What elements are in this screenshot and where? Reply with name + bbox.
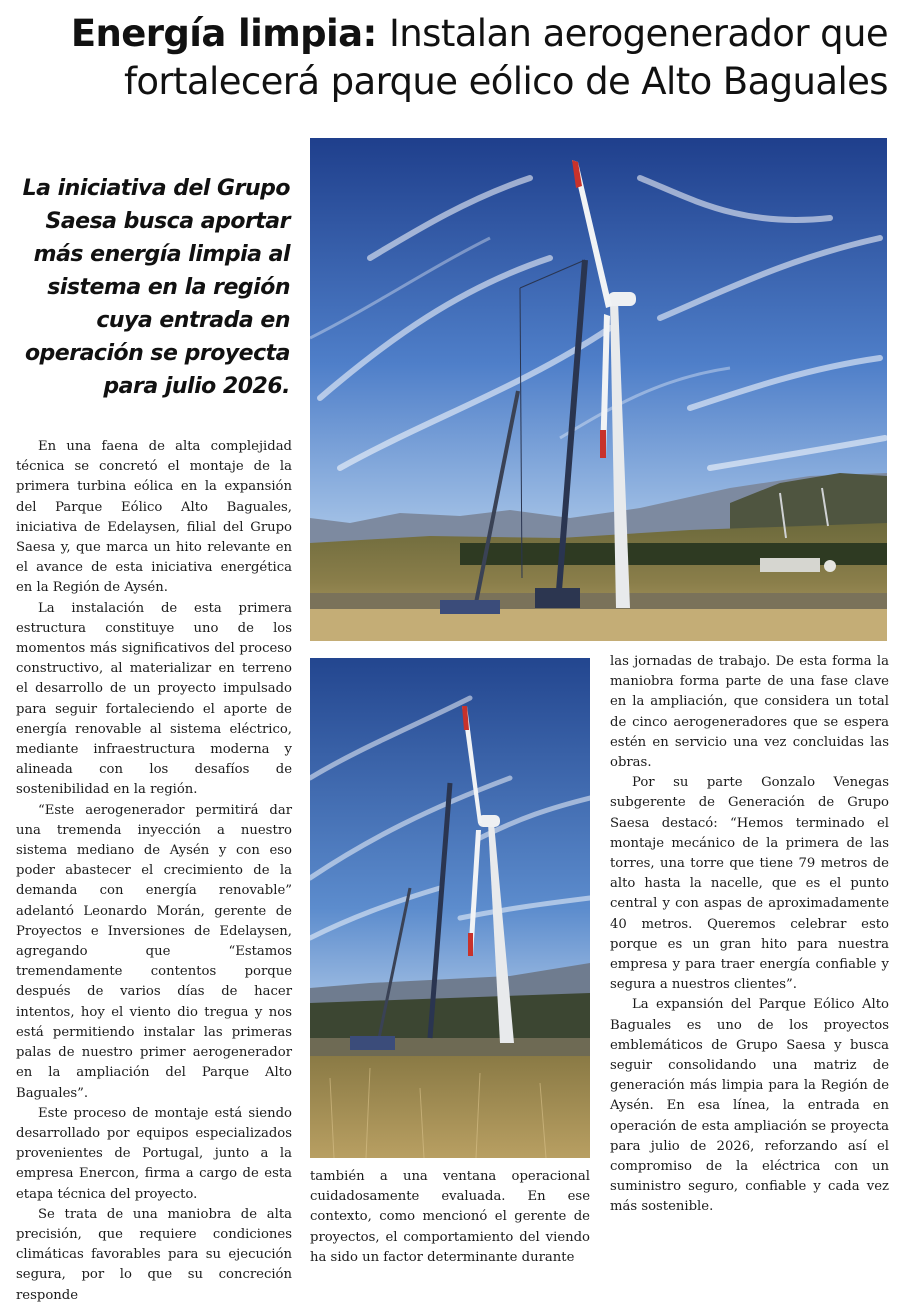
article-column-2 — [310, 1167, 590, 1268]
headline-title: Instalan aerogenerador que fortalecerá parque eólico de Alto Baguales — [123, 12, 888, 103]
article-column-3 — [610, 652, 889, 1218]
headline-kicker: Energía limpia: — [70, 12, 377, 55]
turbine-wide-image — [310, 138, 887, 641]
paragraph: Este proceso de montaje está siendo desarrollado por equipos especializados provenientes de Portugal, junto a la empresa Enercon, firma a cargo de esta etapa técnica del proyecto. — [16, 1105, 292, 1202]
paragraph: las jornadas de trabajo. De esta forma la maniobra forma parte de una fase clave en la ampliación, que considera un total de cinco aerogeneradores que se espera estén en servicio una vez concluidas las obras. — [610, 654, 889, 771]
paragraph: En una faena de alta complejidad técnica se concretó el montaje de la primera turbina eólica en la expansión del Parque Eólico Alto Baguales, iniciativa de Edelaysen, filial del Grupo Saesa y, que marca un hito relevante en el avance de esta iniciativa energética en la Región de Aysén. — [16, 439, 292, 596]
paragraph: La instalación de esta primera estructura constituye uno de los momentos más significativos del proceso constructivo, al materializar en terreno el desarrollo de un proyecto impulsado para seguir fortaleciendo el aporte de energía renovable al sistema eléctrico, mediante infraestructura moderna y alineada con los desafíos de sostenibilidad en la región. — [16, 600, 292, 798]
headline — [18, 10, 888, 106]
lead-paragraph: La iniciativa del Grupo Saesa busca aportar más energía limpia al sistema en la región cuya entrada en operación se proyecta para julio 2026. — [22, 176, 290, 399]
article-column-1 — [16, 437, 292, 1306]
paragraph: Por su parte Gonzalo Venegas subgerente de Generación de Grupo Saesa destacó: “Hemos terminado el montaje mecánico de la primera de las torres, una torre que tiene 79 metros de alto hasta la nacelle, que es el punto central y con aspas de aproximadamente 40 metros. Queremos celebrar esto porque es un gran hito para nuestra empresa y para traer energía confiable y segura a nuestros clientes”. — [610, 775, 889, 993]
paragraph: también a una ventana operacional cuidadosamente evaluada. En ese contexto, como mencionó el gerente de proyectos, el comportamiento del viendo ha sido un factor determinante durante — [310, 1169, 590, 1265]
turbine-portrait-image — [310, 658, 590, 1158]
photo-turbine-portrait — [310, 658, 590, 1158]
paragraph: “Este aerogenerador permitirá dar una tremenda inyección a nuestro sistema mediano de Aysén y con eso poder abastecer el crecimiento de la demanda con energía renovable” adelantó Leonardo Morán, gerente de Proyectos e Inversiones de Edelaysen, agregando que “Estamos tremendamente contentos porque después de varios días de hacer intentos, hoy el viento dio tregua y nos está permitiendo instalar las primeras palas de nuestro primer aerogenerador en la ampliación del Parque Alto Baguales”. — [16, 802, 292, 1101]
photo-turbine-wide — [310, 138, 887, 641]
paragraph: La expansión del Parque Eólico Alto Baguales es uno de los proyectos emblemáticos de Grupo Saesa y busca seguir consolidando una matriz de generación más limpia para la Región de Aysén. En esa línea, la entrada en operación de esta ampliación se proyecta para julio de 2026, reforzando así el compromiso de la eléctrica con un suministro seguro, confiable y cada vez más sostenible. — [610, 997, 889, 1215]
paragraph: Se trata de una maniobra de alta precisión, que requiere condiciones climáticas favorables para su ejecución segura, por lo que su concreción responde — [16, 1206, 292, 1303]
